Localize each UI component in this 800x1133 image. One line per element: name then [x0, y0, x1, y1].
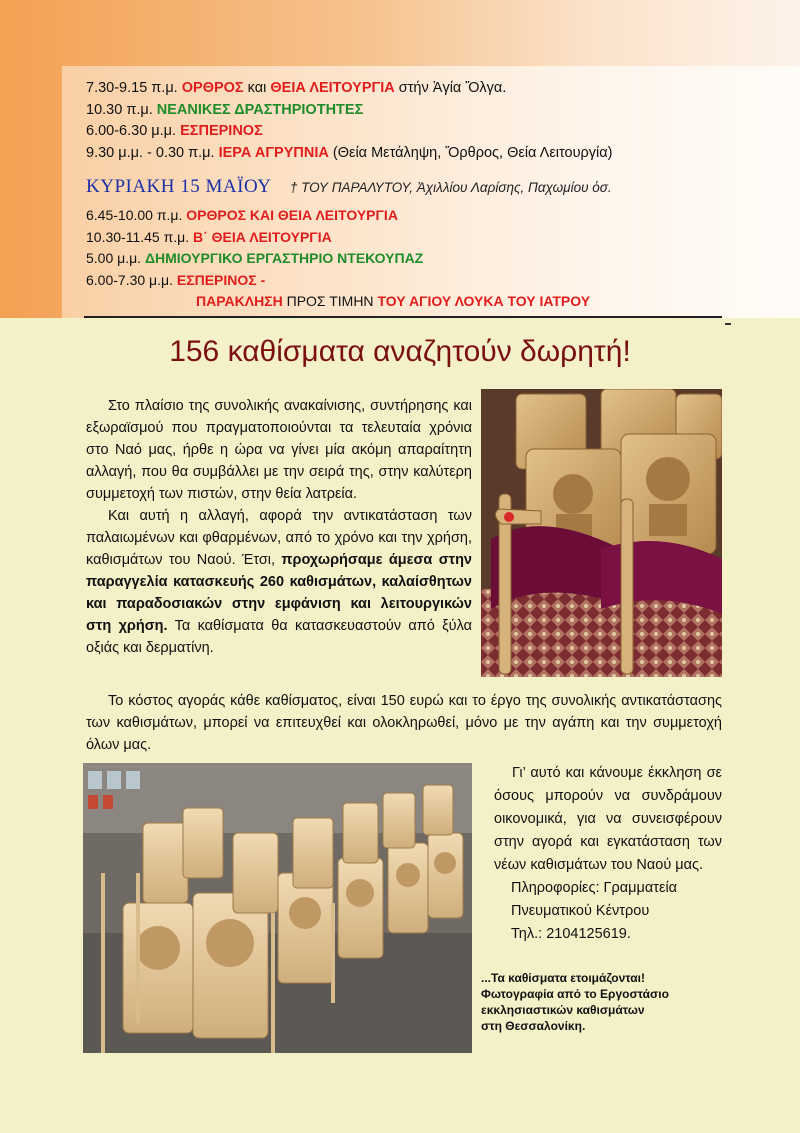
caption-line-4: στη Θεσσαλονίκη. — [481, 1019, 586, 1033]
divider-dash — [725, 323, 731, 325]
schedule-line — [86, 78, 726, 100]
info-line-2: Πνευματικού Κέντρου — [511, 903, 650, 919]
info-phone: Τηλ.: 2104125619. — [511, 926, 631, 942]
chairs-closeup-photo — [481, 389, 722, 677]
info-line-1: Πληροφορίες: Γραμματεία — [511, 880, 678, 896]
caption-line-3: εκκλησιαστικών καθισμάτων — [481, 1003, 645, 1017]
sunday-title: ΚΥΡΙΑΚΗ 15 ΜΑΪΟΥ — [86, 176, 272, 197]
schedule-line — [86, 143, 726, 165]
article-paragraph-2 — [86, 505, 472, 659]
caption-line-2: Φωτογραφία από το Εργοστάσιο — [481, 987, 669, 1001]
article-cost-text — [86, 690, 722, 756]
divider-rule — [84, 316, 722, 318]
sunday-feast: † ΤΟΥ ΠΑΡΑΛΥΤΟΥ, Ἀχιλλίου Λαρίσης, Παχωμίου ὁσ. — [289, 180, 612, 195]
article-paragraph-1: Στο πλαίσιο της συνολικής ανακαίνισης, συντήρησης και εξωραϊσμού που πραγματοποιούνται τα τελευταία χρόνια στο Ναό μας, ήρθε η ώρα να γίνει μία ακόμη απαραίτητη αλλαγή, που θα συμβάλλει με την σειρά της, στην καλύτερη συμμετοχή των πιστών, στην θεία λατρεία. — [86, 398, 472, 502]
schedule-text: (Θεία Μετάληψη, Ὄρθρος, Θεία Λειτουργία) — [328, 144, 613, 161]
sunday-heading — [86, 176, 612, 198]
service-name: ΠΑΡΑΚΛΗΣΗ — [196, 293, 283, 309]
article-headline: 156 καθίσματα αναζητούν δωρητή! — [169, 335, 631, 368]
schedule-time: 6.00-6.30 μ.μ. — [86, 123, 177, 139]
appeal-paragraph: Γι’ αυτό και κάνουμε έκκληση σε όσους μπορούν να συνδράμουν οικονομικά, για να συνεισφέρουν στην αγορά και εγκατάσταση των νέων καθισμάτων του Ναού μας. — [494, 765, 722, 873]
service-name: ΙΕΡΑ ΑΓΡΥΠΝΙΑ — [218, 144, 329, 161]
schedule-time: 10.30-11.45 π.μ. — [86, 228, 190, 245]
service-name: ΟΡΘΡΟΣ — [181, 80, 244, 96]
sunday-schedule — [86, 205, 746, 313]
schedule-text: στήν Ἁγία Ὄλγα. — [394, 80, 507, 96]
article-paragraph-3: Το κόστος αγοράς κάθε καθίσματος, είναι 150 ευρώ και το έργο της συνολικής αντικατάστασης των καθισμάτων, μπορεί να επιτευχθεί και ολοκληρωθεί, μόνο με την αγάπη και την συμμετοχή όλων μας. — [86, 693, 722, 753]
service-name: ΤΟΥ ΑΓΙΟΥ ΛΟΥΚΑ ΤΟΥ ΙΑΤΡΟΥ — [377, 293, 591, 309]
schedule-time: 10.30 π.μ. — [86, 101, 153, 118]
schedule-time: 7.30-9.15 π.μ. — [86, 80, 178, 96]
service-name: ΕΣΠΕΡΙΝΟΣ — [180, 123, 263, 139]
service-name: ΔΗΜΙΟΥΡΓΙΚΟ ΕΡΓΑΣΤΗΡΙΟ ΝΤΕΚΟΥΠΑΖ — [144, 250, 424, 266]
paragraph-2-ending: Τα καθίσματα θα κατασκευαστούν από ξύλα οξιάς και δερματίνη. — [86, 618, 472, 656]
factory-chairs-photo — [83, 763, 472, 1053]
schedule-time: 6.00-7.30 μ.μ. — [86, 271, 173, 288]
photo-caption — [481, 970, 731, 1034]
caption-line-1: ...Τα καθίσματα ετοιμάζονται! — [481, 971, 645, 985]
schedule-time: 9.30 μ.μ. - 0.30 π.μ. — [86, 144, 215, 161]
service-name: ΕΣΠΕΡΙΝΟΣ - — [176, 271, 266, 288]
schedule-line — [86, 227, 746, 249]
paragraph-2-intro: Και αυτή η αλλαγή, αφορά την αντικατάσταση των παλαιωμένων και φθαρμένων, από το χρόνο και την χρήση, καθισμάτων του Ναού. Έτσι, — [86, 508, 472, 568]
schedule-line — [86, 270, 746, 292]
service-name: ΝΕΑΝΙΚΕΣ ΔΡΑΣΤΗΡΙΟΤΗΤΕΣ — [156, 101, 364, 118]
schedule-time: 6.45-10.00 π.μ. — [86, 207, 183, 223]
schedule-line — [86, 291, 746, 313]
schedule-line — [86, 205, 746, 227]
schedule-line — [86, 248, 746, 270]
article-column-text — [86, 395, 472, 659]
schedule-time: 5.00 μ.μ. — [86, 250, 142, 266]
saturday-schedule — [86, 78, 726, 164]
appeal-text — [494, 762, 722, 946]
schedule-text: και — [243, 80, 271, 96]
service-name: Β΄ ΘΕΙΑ ΛΕΙΤΟΥΡΓΙΑ — [192, 228, 332, 245]
schedule-line — [86, 121, 726, 143]
paragraph-2-highlight: προχωρήσαμε άμεσα στην παραγγελία κατασκευής 260 καθισμάτων, καλαίσθητων και παραδοσιακών στην εμφάνιση και λειτουργικών στη χρήση. — [86, 552, 473, 634]
service-name: ΘΕΙΑ ΛΕΙΤΟΥΡΓΙΑ — [270, 80, 395, 96]
service-name: ΟΡΘΡΟΣ ΚΑΙ ΘΕΙΑ ΛΕΙΤΟΥΡΓΙΑ — [186, 207, 398, 223]
schedule-line — [86, 100, 726, 122]
schedule-text: ΠΡΟΣ ΤΙΜΗΝ — [282, 293, 378, 309]
